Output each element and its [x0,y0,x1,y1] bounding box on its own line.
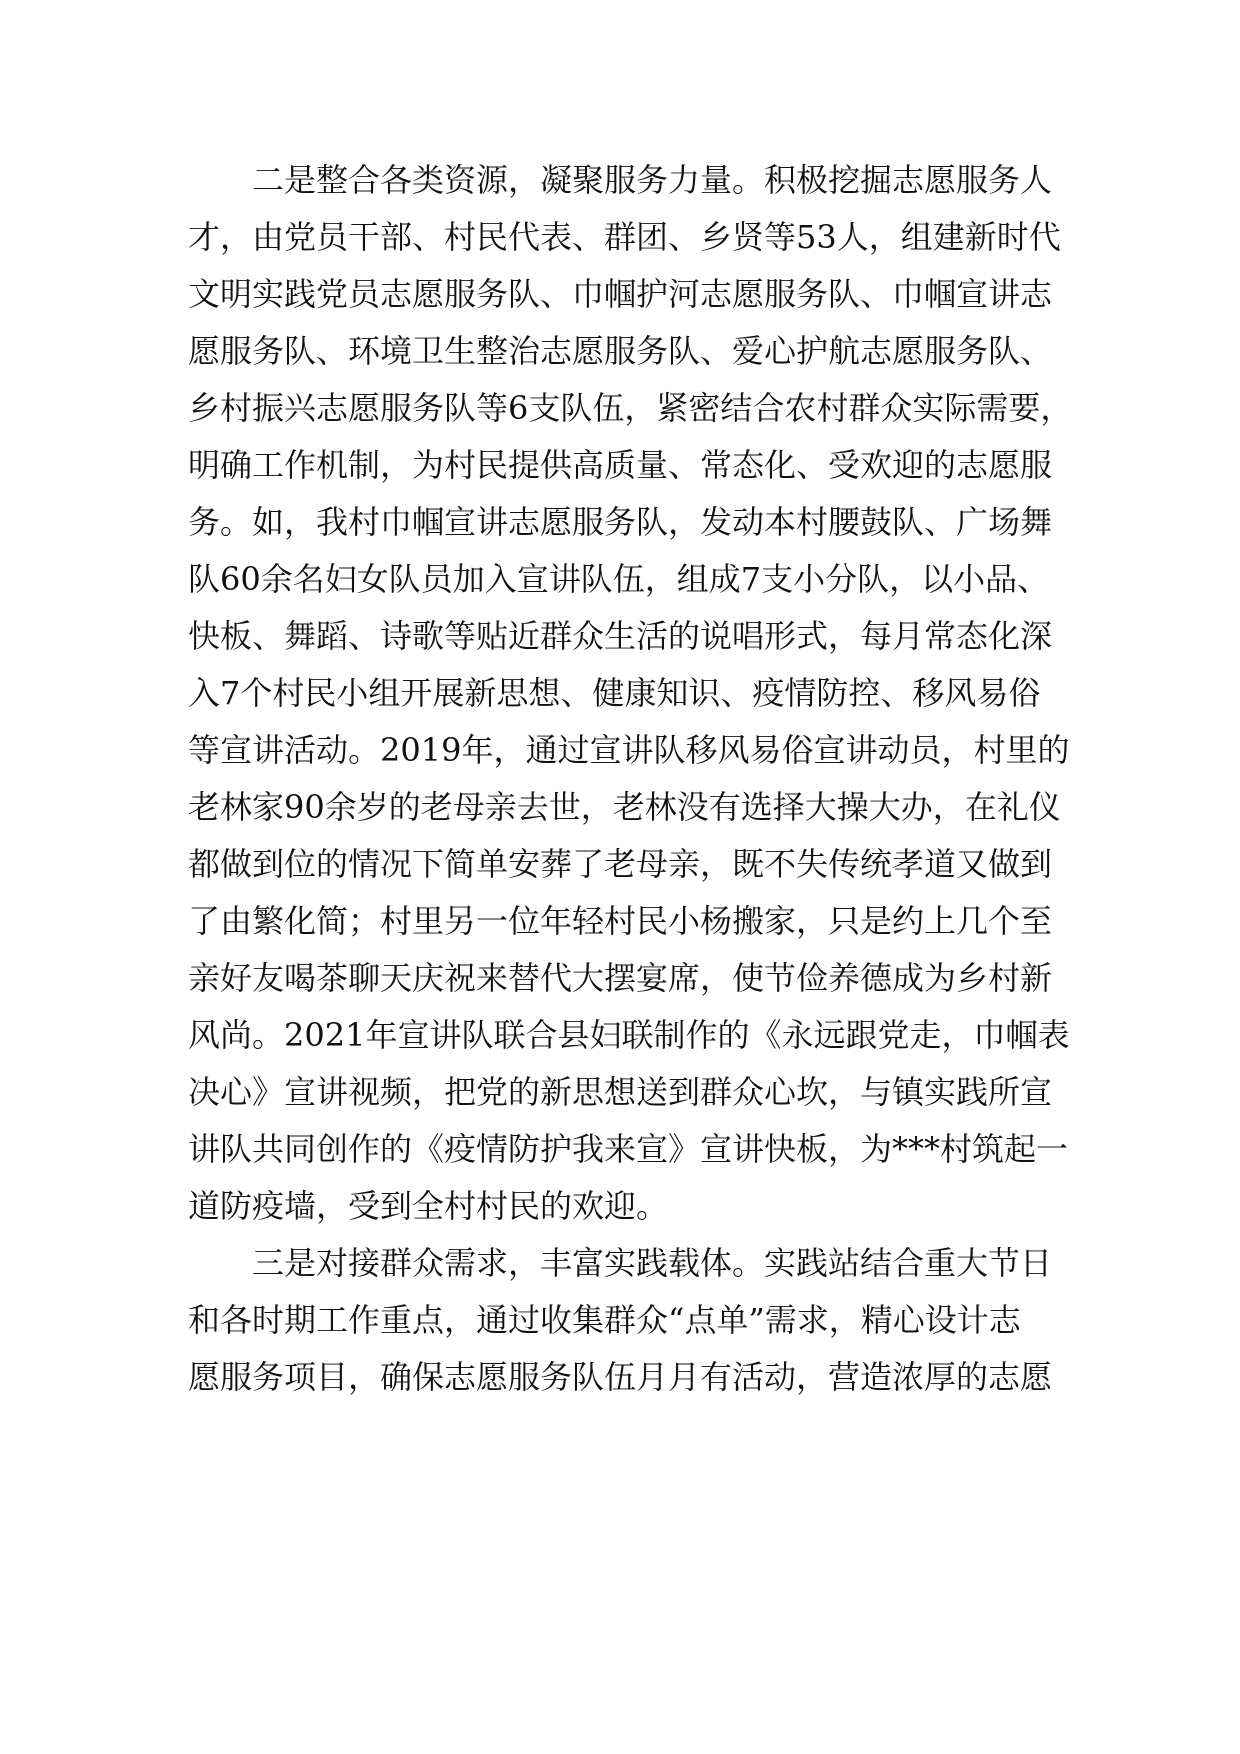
paragraph-1-line-2: 才，由党员干部、村民代表、群团、乡贤等53人，组建新时代 [188,218,1061,256]
paragraph-1-line-1: 二是整合各类资源，凝聚服务力量。积极挖掘志愿服务人 [252,161,1053,199]
paragraph-1-line-5: 乡村振兴志愿服务队等6支队伍，紧密结合农村群众实际需要， [188,389,1073,427]
paragraph-2-line-1: 三是对接群众需求，丰富实践载体。实践站结合重大节日 [252,1244,1053,1282]
paragraph-1-line-8: 队60余名妇女队员加入宣讲队伍，组成7支小分队，以小品、 [188,560,1050,598]
paragraph-1-line-17: 决心》宣讲视频，把党的新思想送到群众心坎，与镇实践所宣 [188,1073,1053,1111]
paragraph-1-line-12: 老林家90余岁的老母亲去世，老林没有选择大操大办，在礼仪 [188,788,1061,826]
paragraph-1-line-10: 入7个村民小组开展新思想、健康知识、疫情防控、移风易俗 [188,674,1041,712]
paragraph-1-line-16: 风尚。2021年宣讲队联合县妇联制作的《永远跟党走，巾帼表 [188,1016,1070,1054]
paragraph-1-line-13: 都做到位的情况下简单安葬了老母亲，既不失传统孝道又做到 [188,845,1053,883]
paragraph-1-line-18: 讲队共同创作的《疫情防护我来宣》宣讲快板，为***村筑起一 [188,1130,1069,1168]
paragraph-1-line-11: 等宣讲活动。2019年，通过宣讲队移风易俗宣讲动员，村里的 [188,731,1070,769]
paragraph-1-line-15: 亲好友喝茶聊天庆祝来替代大摆宴席，使节俭养德成为乡村新 [188,959,1053,997]
paragraph-1-line-6: 明确工作机制，为村民提供高质量、常态化、受欢迎的志愿服 [188,446,1053,484]
paragraph-1-line-4: 愿服务队、环境卫生整治志愿服务队、爱心护航志愿服务队、 [188,332,1053,370]
paragraph-1-line-14: 了由繁化简；村里另一位年轻村民小杨搬家，只是约上几个至 [188,902,1053,940]
paragraph-1-line-19: 道防疫墙，受到全村村民的欢迎。 [188,1187,669,1225]
paragraph-1-line-9: 快板、舞蹈、诗歌等贴近群众生活的说唱形式，每月常态化深 [188,617,1053,655]
paragraph-1-line-7: 务。如，我村巾帼宣讲志愿服务队，发动本村腰鼓队、广场舞 [188,503,1053,541]
paragraph-1-line-3: 文明实践党员志愿服务队、巾帼护河志愿服务队、巾帼宣讲志 [188,275,1053,313]
paragraph-2-line-3: 愿服务项目，确保志愿服务队伍月月有活动，营造浓厚的志愿 [188,1358,1053,1396]
paragraph-2-line-2: 和各时期工作重点，通过收集群众“点单”需求，精心设计志 [188,1301,1021,1339]
